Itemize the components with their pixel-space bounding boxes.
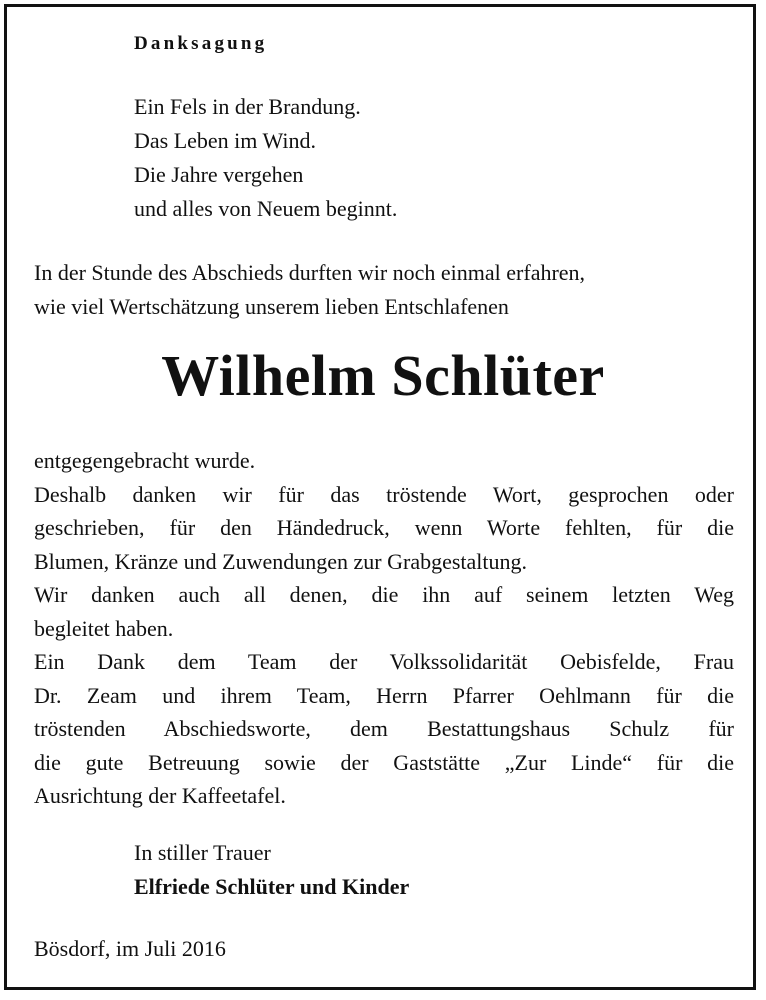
poem bbox=[134, 90, 397, 226]
body-line: tröstenden Abschiedsworte, dem Bestattungshaus Schulz für bbox=[34, 716, 734, 741]
place-date: Bösdorf, im Juli 2016 bbox=[34, 936, 226, 961]
closing-phrase: In stiller Trauer bbox=[134, 840, 271, 865]
body-line: entgegengebracht wurde. bbox=[34, 448, 256, 473]
poem-line: und alles von Neuem beginnt. bbox=[134, 196, 398, 221]
intro-text bbox=[34, 256, 734, 324]
intro-line: In der Stunde des Abschieds durften wir noch einmal erfahren, bbox=[34, 260, 586, 285]
body-line: Deshalb danken wir für das tröstende Wort, gesprochen oder bbox=[34, 481, 734, 507]
closing-block bbox=[134, 836, 409, 904]
body-line: Ausrichtung der Kaffeetafel. bbox=[34, 783, 286, 808]
body-line: die gute Betreuung sowie der Gaststätte „Zur Linde“ für die bbox=[34, 749, 734, 775]
intro-line: wie viel Wertschätzung unserem lieben Entschlafenen bbox=[34, 294, 509, 319]
deceased-name: Wilhelm Schlüter bbox=[161, 343, 605, 408]
body-line: Wir danken auch all denen, die ihn auf seinem letzten Weg bbox=[34, 582, 734, 607]
poem-line: Die Jahre vergehen bbox=[134, 162, 304, 187]
body-line: begleitet haben. bbox=[34, 615, 174, 641]
body-line: Dr. Zeam und ihrem Team, Herrn Pfarrer Oehlmann für die bbox=[34, 682, 734, 708]
body-line: Ein Dank dem Team der Volkssolidarität Oebisfelde, Frau bbox=[34, 649, 734, 674]
signer-names: Elfriede Schlüter und Kinder bbox=[134, 874, 410, 899]
thanks-body bbox=[34, 444, 734, 813]
poem-line: Ein Fels in der Brandung. bbox=[134, 94, 361, 119]
notice-heading: Danksagung bbox=[134, 33, 268, 54]
poem-line: Das Leben im Wind. bbox=[134, 128, 317, 153]
body-line: geschrieben, für den Händedruck, wenn Worte fehlten, für die bbox=[34, 515, 734, 540]
body-line: Blumen, Kränze und Zuwendungen zur Grabgestaltung. bbox=[34, 548, 528, 574]
